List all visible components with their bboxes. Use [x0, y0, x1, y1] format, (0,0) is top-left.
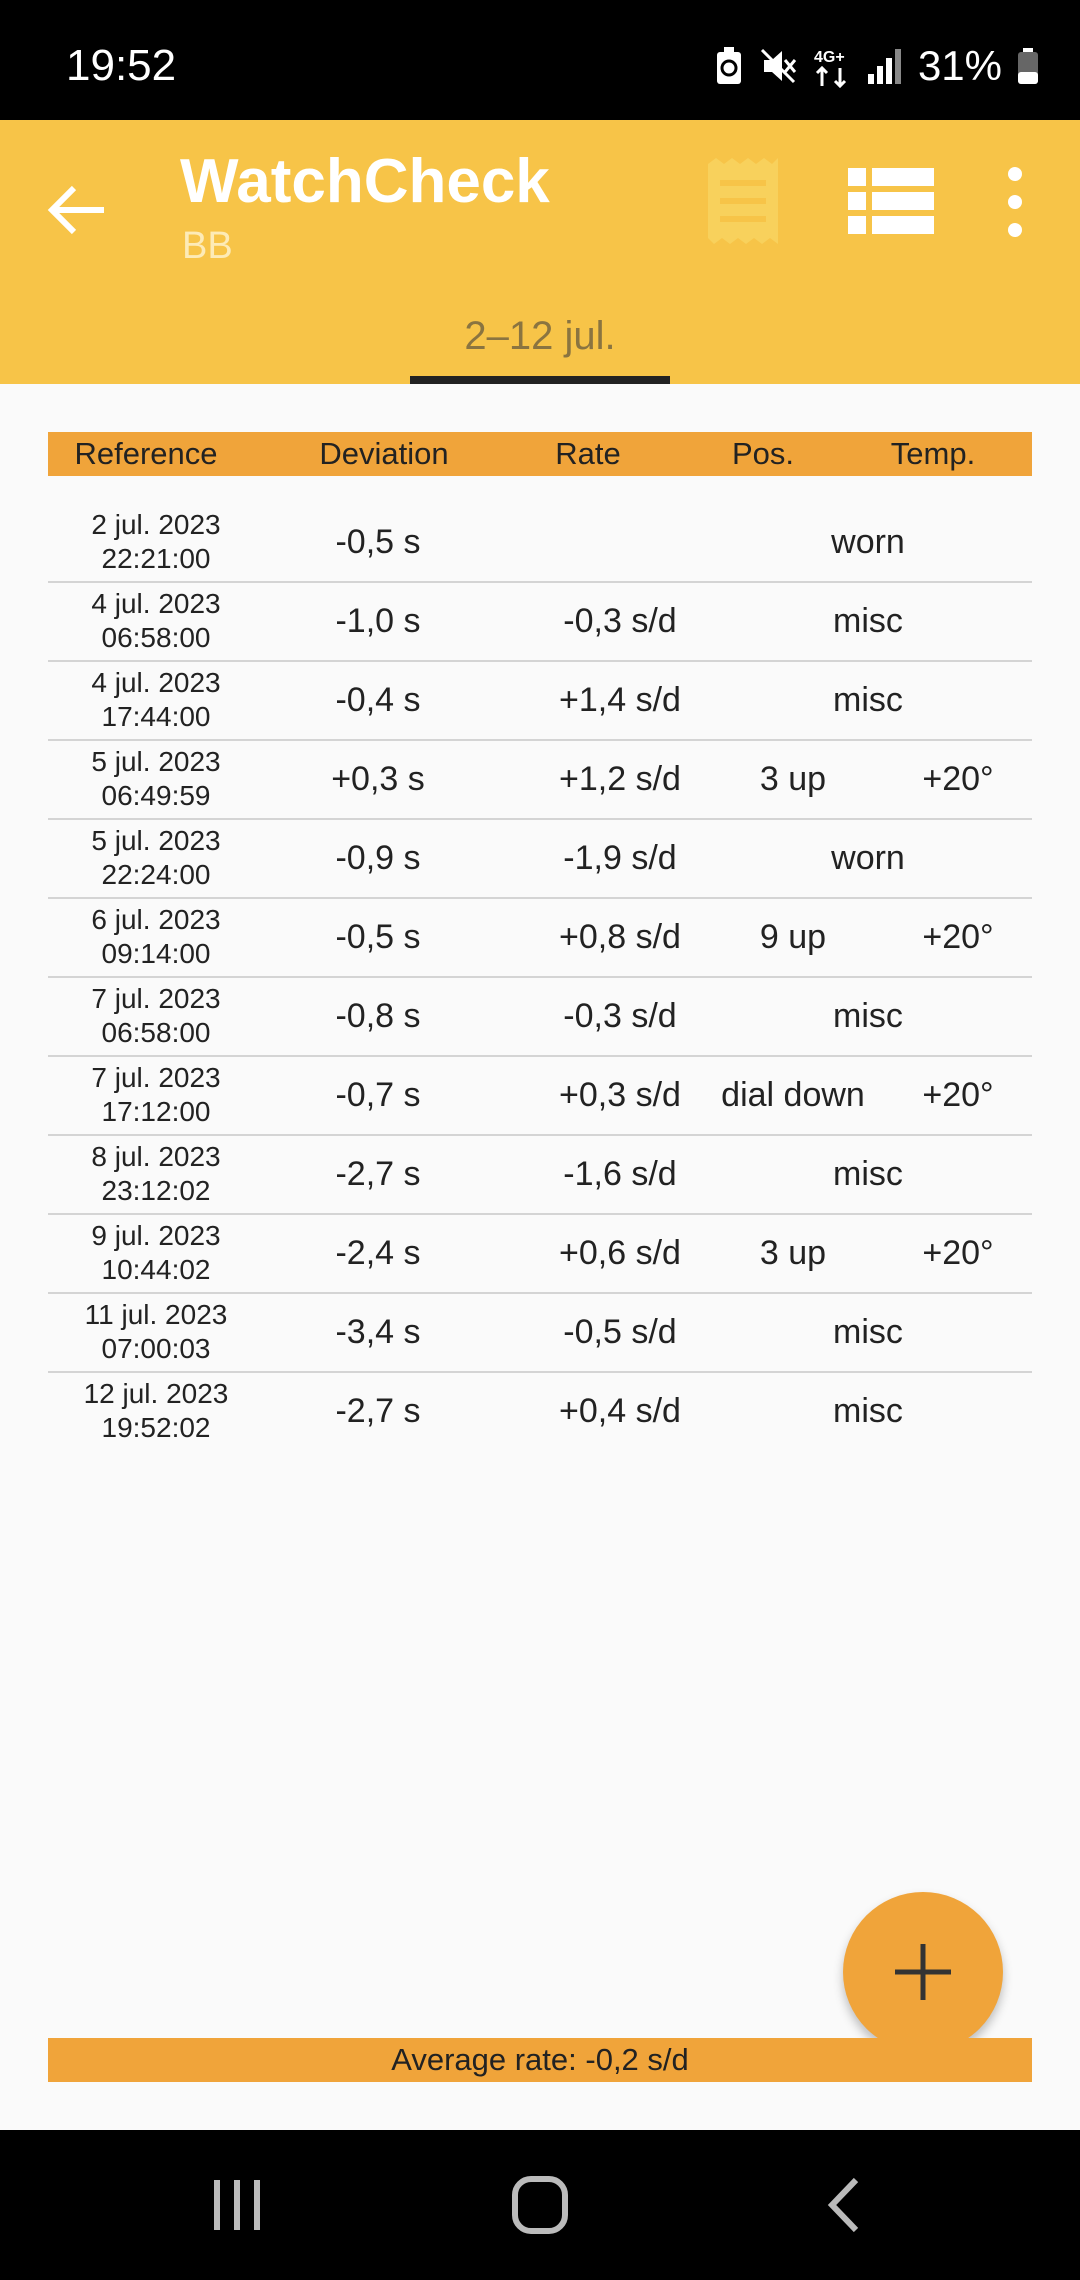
row-deviation: -3,4 s	[335, 1313, 421, 1351]
row-reference	[48, 1140, 264, 1208]
row-position: misc	[833, 1392, 903, 1430]
row-rate: -0,3 s/d	[563, 602, 677, 640]
row-reference	[48, 745, 264, 813]
more-vert-icon[interactable]	[990, 164, 1040, 240]
row-date: 2 jul. 2023	[91, 509, 221, 540]
row-rate: +0,6 s/d	[559, 1234, 681, 1272]
row-reference	[48, 903, 264, 971]
row-date: 7 jul. 2023	[91, 1062, 221, 1093]
table-row[interactable]	[48, 1136, 1032, 1215]
home-icon[interactable]	[495, 2170, 585, 2240]
row-date: 12 jul. 2023	[83, 1378, 229, 1409]
row-time: 22:21:00	[101, 543, 211, 574]
row-deviation: -0,4 s	[335, 681, 421, 719]
add-measurement-button[interactable]	[843, 1892, 1003, 2052]
table-row[interactable]	[48, 1215, 1032, 1294]
row-time: 17:12:00	[101, 1096, 211, 1127]
row-time: 23:12:02	[101, 1175, 211, 1206]
row-reference	[48, 508, 264, 576]
header-reference[interactable]: Reference	[74, 436, 218, 471]
table-row[interactable]	[48, 820, 1032, 899]
row-date: 11 jul. 2023	[84, 1299, 228, 1330]
4g-icon	[812, 44, 852, 88]
row-rate: -1,9 s/d	[563, 839, 677, 877]
back-icon[interactable]	[800, 2170, 890, 2240]
row-time: 06:49:59	[101, 780, 211, 811]
tab-indicator	[410, 376, 670, 384]
row-position: misc	[833, 997, 903, 1035]
row-reference	[48, 824, 264, 892]
header-rate[interactable]: Rate	[555, 436, 621, 471]
row-position: misc	[833, 602, 903, 640]
table-row[interactable]	[48, 741, 1032, 820]
row-time: 06:58:00	[101, 622, 211, 653]
row-position: 9 up	[759, 918, 827, 956]
row-rate: -1,6 s/d	[563, 1155, 677, 1193]
row-deviation: -0,5 s	[335, 918, 421, 956]
row-time: 07:00:03	[101, 1333, 211, 1364]
battery-icon	[1016, 46, 1040, 86]
app-subtitle: BB	[182, 225, 233, 267]
navigation-bar	[0, 2130, 1080, 2280]
table-row[interactable]	[48, 978, 1032, 1057]
row-rate: +1,4 s/d	[559, 681, 681, 719]
row-deviation: -1,0 s	[335, 602, 421, 640]
row-deviation: -2,7 s	[335, 1392, 421, 1430]
row-rate: -0,5 s/d	[563, 1313, 677, 1351]
row-reference	[48, 1061, 264, 1129]
row-date: 5 jul. 2023	[91, 746, 221, 777]
row-date: 4 jul. 2023	[91, 667, 221, 698]
row-rate: +1,2 s/d	[559, 760, 681, 798]
battery-saver-icon	[714, 46, 744, 86]
back-arrow-icon[interactable]	[40, 170, 120, 250]
table-row[interactable]	[48, 899, 1032, 978]
row-rate: +0,3 s/d	[559, 1076, 681, 1114]
row-temperature: +20°	[922, 1234, 994, 1272]
header-deviation[interactable]: Deviation	[319, 436, 449, 471]
recents-icon[interactable]	[192, 2170, 282, 2240]
row-reference	[48, 982, 264, 1050]
row-deviation: -2,7 s	[335, 1155, 421, 1193]
status-icons	[714, 36, 1040, 96]
table-row[interactable]	[48, 1373, 1032, 1450]
plus-icon	[891, 1940, 955, 2004]
row-time: 09:14:00	[101, 938, 211, 969]
status-time: 19:52	[66, 41, 177, 90]
row-time: 22:24:00	[101, 859, 211, 890]
row-deviation: -0,8 s	[335, 997, 421, 1035]
row-time: 06:58:00	[101, 1017, 211, 1048]
row-date: 8 jul. 2023	[91, 1141, 221, 1172]
row-deviation: -0,7 s	[335, 1076, 421, 1114]
battery-percentage: 31%	[917, 42, 1002, 89]
row-deviation: -0,9 s	[335, 839, 421, 877]
row-date: 7 jul. 2023	[91, 983, 221, 1014]
row-deviation: +0,3 s	[331, 760, 425, 798]
row-temperature: +20°	[922, 1076, 994, 1114]
row-rate: +0,4 s/d	[559, 1392, 681, 1430]
row-position: dial down	[721, 1076, 865, 1114]
signal-icon	[866, 46, 904, 86]
table-row[interactable]	[48, 1294, 1032, 1373]
status-bar	[0, 0, 1080, 120]
table-row[interactable]	[48, 662, 1032, 741]
row-time: 17:44:00	[101, 701, 211, 732]
row-time: 10:44:02	[101, 1254, 211, 1285]
row-rate: -0,3 s/d	[563, 997, 677, 1035]
app-bar	[0, 120, 1080, 288]
tab-date-range[interactable]: 2–12 jul.	[464, 314, 616, 358]
row-reference	[48, 1377, 264, 1445]
table-header	[48, 432, 1032, 476]
mute-icon	[758, 46, 798, 86]
row-date: 5 jul. 2023	[91, 825, 221, 856]
row-temperature: +20°	[922, 760, 994, 798]
row-reference	[48, 1219, 264, 1287]
row-rate: +0,8 s/d	[559, 918, 681, 956]
table-row[interactable]	[48, 583, 1032, 662]
receipt-icon[interactable]	[700, 158, 786, 244]
row-position: 3 up	[759, 760, 827, 798]
average-rate: Average rate: -0,2 s/d	[48, 2038, 1032, 2082]
row-reference	[48, 587, 264, 655]
table-row[interactable]	[48, 504, 1032, 583]
svg-text:4G+: 4G+	[813, 49, 845, 66]
row-position: misc	[833, 681, 903, 719]
row-position: misc	[833, 1155, 903, 1193]
row-position: worn	[831, 523, 905, 561]
row-date: 4 jul. 2023	[91, 588, 221, 619]
row-time: 19:52:02	[101, 1412, 211, 1443]
row-reference	[48, 1298, 264, 1366]
list-icon[interactable]	[848, 166, 934, 236]
row-position: 3 up	[759, 1234, 827, 1272]
header-pos[interactable]: Pos.	[731, 436, 795, 471]
row-reference	[48, 666, 264, 734]
app-title: WatchCheck	[180, 147, 550, 216]
row-position: worn	[831, 839, 905, 877]
header-temp[interactable]: Temp.	[890, 436, 976, 471]
row-date: 9 jul. 2023	[91, 1220, 221, 1251]
row-deviation: -2,4 s	[335, 1234, 421, 1272]
row-temperature: +20°	[922, 918, 994, 956]
row-deviation: -0,5 s	[335, 523, 421, 561]
measurements-list	[48, 504, 1032, 1450]
table-row[interactable]	[48, 1057, 1032, 1136]
row-position: misc	[833, 1313, 903, 1351]
row-date: 6 jul. 2023	[91, 904, 221, 935]
tab-strip	[0, 288, 1080, 384]
